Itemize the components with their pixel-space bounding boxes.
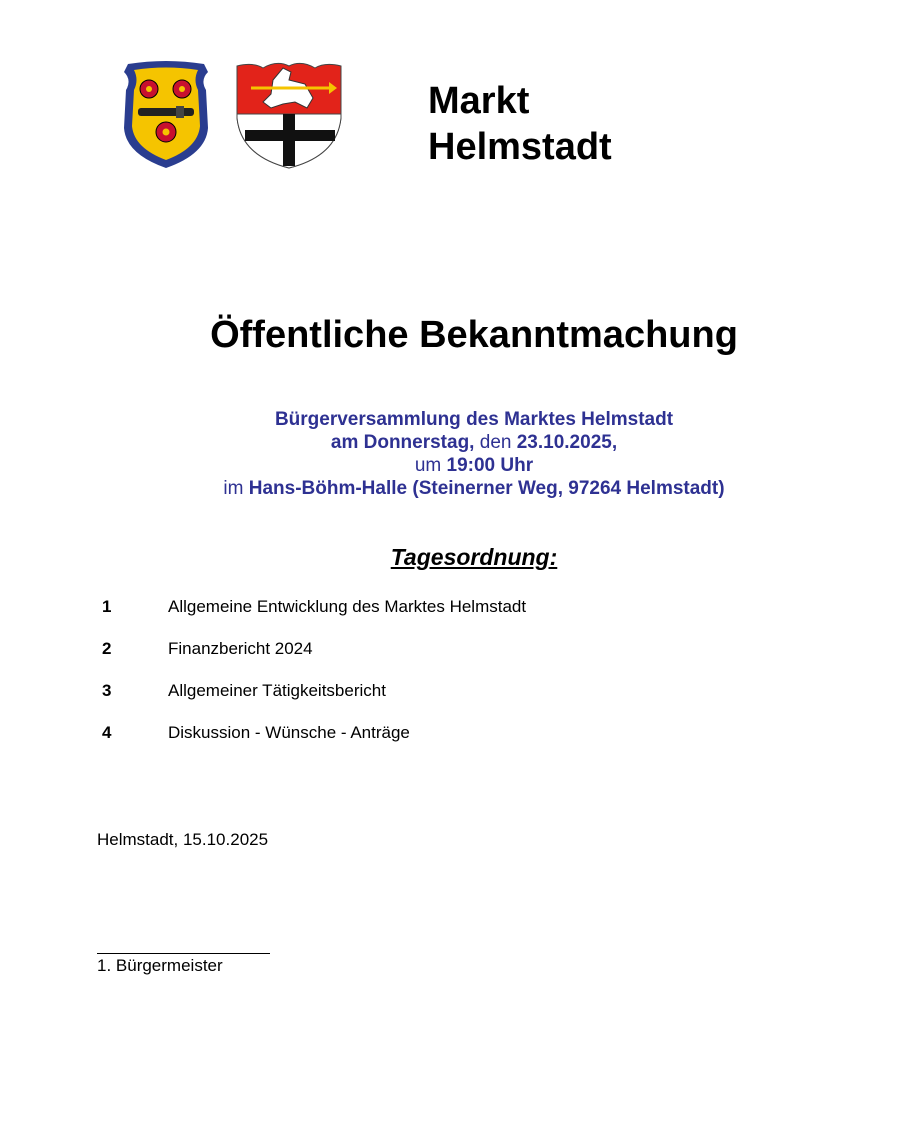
event-venue: Hans-Böhm-Halle (Steinerner Weg, 97264 Helmstadt) bbox=[248, 478, 725, 499]
signature-line bbox=[97, 953, 270, 954]
event-time: 19:00 Uhr bbox=[446, 455, 534, 476]
agenda-item-number: 3 bbox=[102, 681, 112, 700]
municipality-line-1: Markt bbox=[428, 80, 530, 122]
event-time-prefix: um bbox=[414, 455, 447, 476]
event-line-2 bbox=[0, 431, 912, 454]
municipality-name bbox=[428, 78, 612, 170]
signature-role: 1. Bürgermeister bbox=[97, 956, 223, 975]
agenda-item-text: Diskussion - Wünsche - Anträge bbox=[168, 723, 410, 742]
event-line-4 bbox=[0, 477, 912, 500]
agenda-item-number: 2 bbox=[102, 639, 112, 658]
agenda-item-text: Allgemeine Entwicklung des Marktes Helmstadt bbox=[168, 597, 527, 616]
municipality-line-2: Helmstadt bbox=[428, 126, 612, 168]
event-line-3 bbox=[0, 454, 912, 477]
agenda-item bbox=[102, 596, 526, 638]
event-details bbox=[0, 408, 912, 500]
agenda-item-number: 1 bbox=[102, 597, 112, 616]
coat-of-arms-right bbox=[233, 58, 345, 170]
event-date-prefix: den bbox=[474, 432, 517, 453]
event-line-1 bbox=[0, 408, 912, 431]
agenda-heading: Tagesordnung: bbox=[390, 544, 558, 570]
agenda-item bbox=[102, 722, 526, 764]
agenda-item-text: Finanzbericht 2024 bbox=[168, 639, 313, 658]
event-weekday: am Donnerstag, bbox=[330, 432, 475, 453]
agenda-item bbox=[102, 680, 526, 722]
agenda-item-text: Allgemeiner Tätigkeitsbericht bbox=[168, 681, 386, 700]
agenda-item bbox=[102, 638, 526, 680]
agenda-list bbox=[102, 596, 526, 764]
event-date: 23.10.2025, bbox=[516, 432, 618, 453]
event-venue-prefix: im bbox=[223, 478, 249, 499]
place-date: Helmstadt, 15.10.2025 bbox=[97, 830, 269, 849]
event-name: Bürgerversammlung des Marktes Helmstadt bbox=[274, 409, 674, 430]
agenda-item-number: 4 bbox=[102, 723, 112, 742]
coat-of-arms-left bbox=[118, 58, 214, 170]
page-title: Öffentliche Bekanntmachung bbox=[210, 314, 738, 356]
